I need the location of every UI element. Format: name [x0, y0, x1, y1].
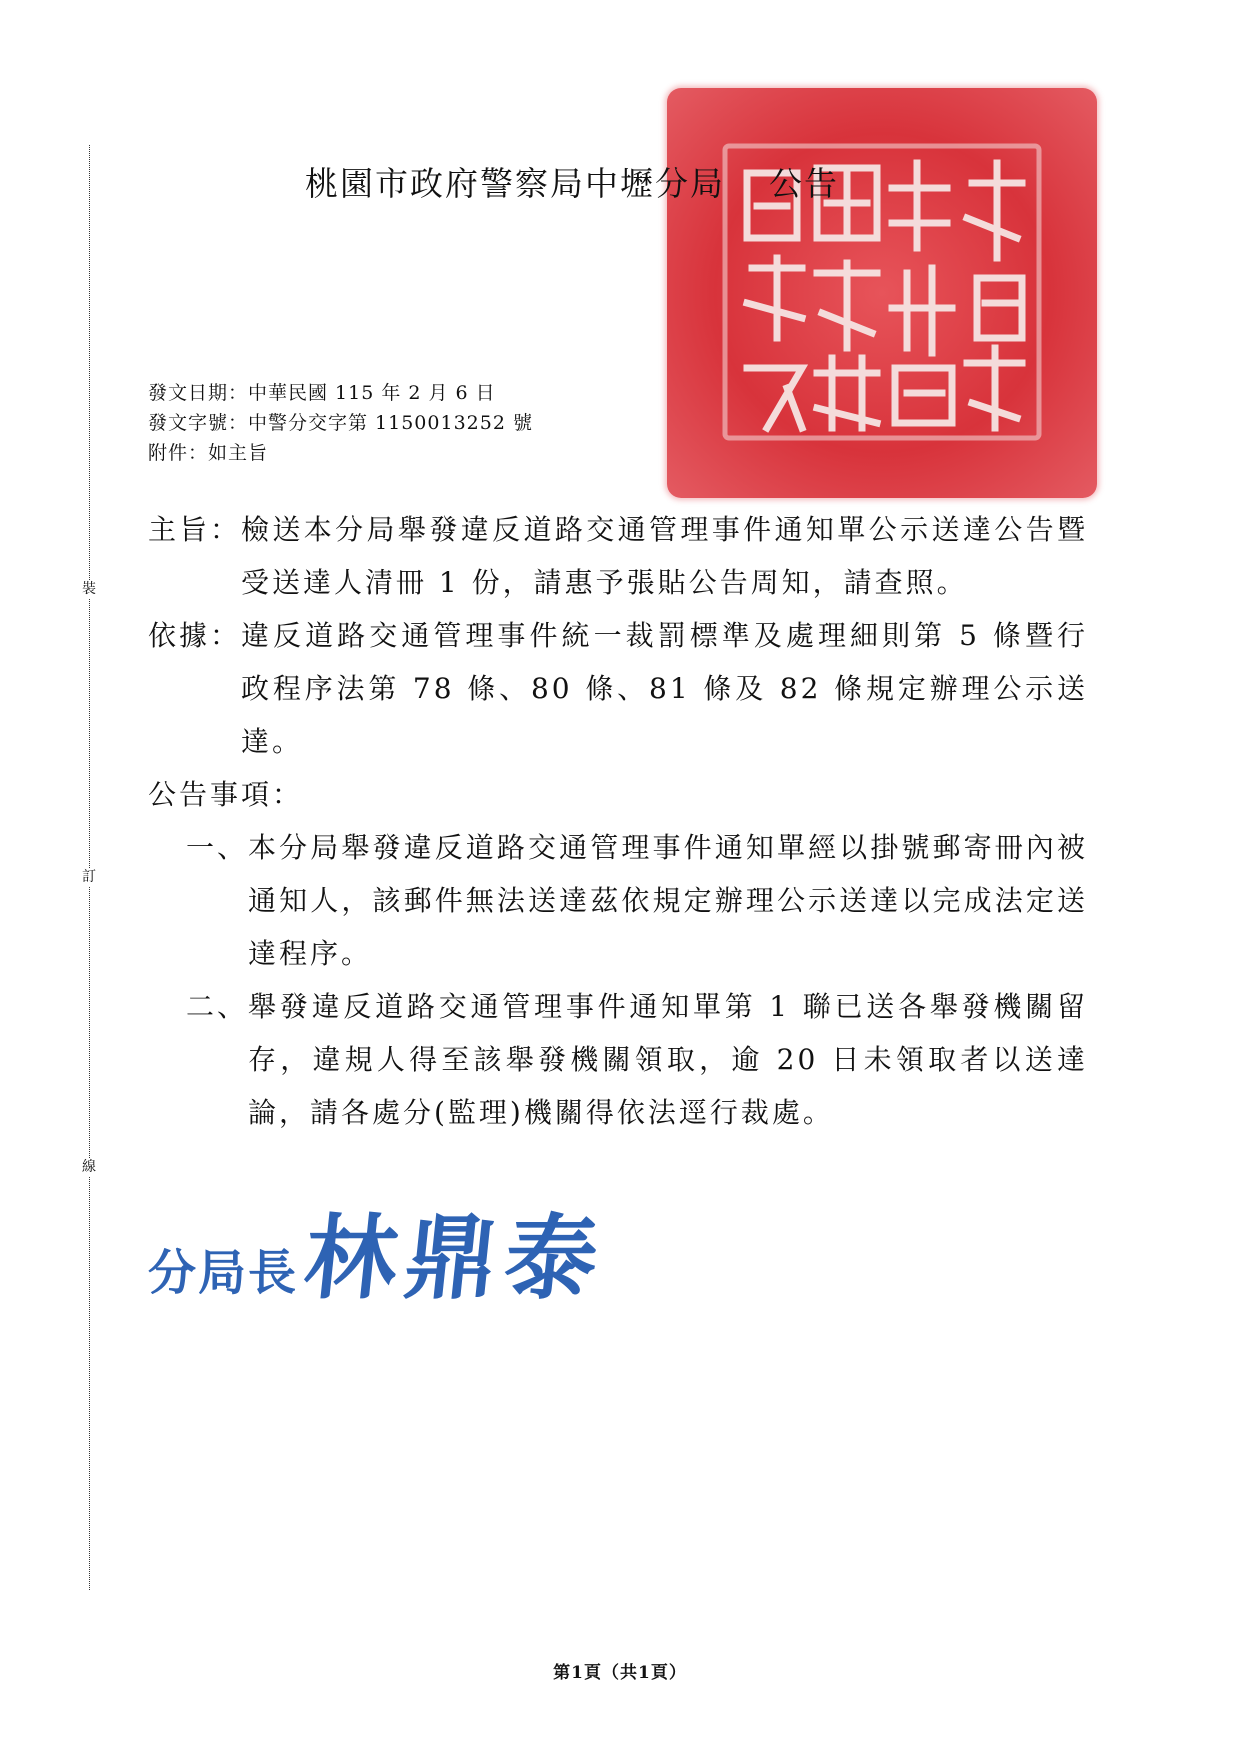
document-title [305, 158, 839, 205]
attachment: 附件：如主旨 [148, 442, 269, 464]
issue-number: 發文字號：中警分交字第 1150013252 號 [148, 412, 533, 434]
notice-item-text: 本分局舉發違反道路交通管理事件通知單經以掛號郵寄冊內被通知人，該郵件無法送達茲依規定辦理公示送達以完成法定送達程序。 [248, 831, 1088, 970]
basis-section [148, 609, 1088, 768]
document-body [148, 503, 1088, 1139]
official-seal [667, 88, 1097, 498]
notice-item-number: 一、 [185, 831, 248, 864]
page-number: 第1頁（共1頁） [553, 1663, 687, 1683]
notice-heading: 公告事項： [148, 778, 304, 811]
issuing-agency: 桃園市政府警察局中壢分局 [305, 164, 725, 203]
subject-label: 主旨： [148, 513, 242, 546]
binding-mark-ding: 訂 [82, 869, 96, 885]
subject-section [148, 503, 1088, 609]
issue-date: 發文日期：中華民國 115 年 2 月 6 日 [148, 382, 496, 404]
seal-glyphs-icon [667, 88, 1097, 498]
binding-mark-zhuang: 裝 [82, 581, 96, 597]
notice-item-number: 二、 [185, 990, 248, 1023]
notice-item-text: 舉發違反道路交通管理事件通知單第 1 聯已送各舉發機關留存，違規人得至該舉發機關領取，逾 20 日未領取者以送達論，請各處分(監理)機關得依法逕行裁處。 [248, 990, 1088, 1129]
subject-text: 檢送本分局舉發違反道路交通管理事件通知單公示送達公告暨受送達人清冊 1 份，請惠予張貼公告周知，請查照。 [241, 513, 1088, 599]
binding-mark-xian: 線 [82, 1159, 96, 1175]
notice-item [148, 821, 1088, 980]
document-type: 公告 [769, 164, 839, 203]
signature-name: 林鼎泰 [299, 1204, 611, 1312]
document-meta [148, 378, 533, 468]
basis-text: 違反道路交通管理事件統一裁罰標準及處理細則第 5 條暨行政程序法第 78 條、80 條、81 條及 82 條規定辦理公示送達。 [241, 619, 1088, 758]
basis-label: 依據： [148, 619, 242, 652]
notice-item [148, 980, 1088, 1139]
chief-signature [148, 1185, 611, 1317]
signature-title: 分局長 [148, 1245, 299, 1301]
